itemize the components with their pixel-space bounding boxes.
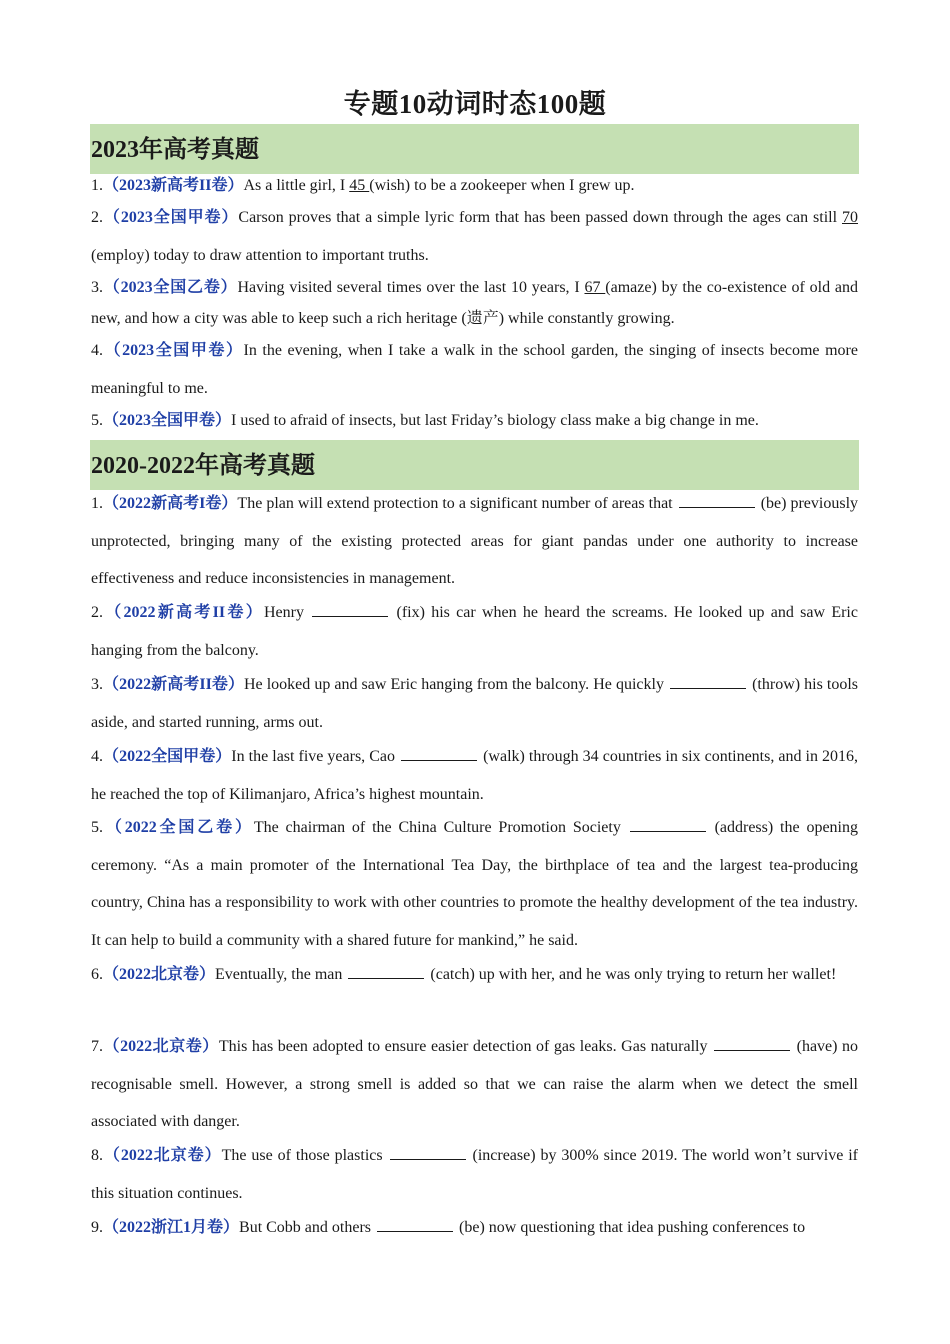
answer-blank xyxy=(312,602,388,617)
answer-blank xyxy=(390,1145,466,1160)
question-source: （2022新高考I卷） xyxy=(103,495,238,512)
section-heading-2023: 2023年高考真题 xyxy=(90,124,859,174)
question-source: （2023全国乙卷） xyxy=(103,279,238,296)
question-item: 3.（2023全国乙卷）Having visited several times over the last 10 years, I 67 (amaze) by the co-existence of old and new, and how a city was able to keep such a rich heritage (遗产) while constantly growing. xyxy=(91,279,858,327)
question-source: （2022全国甲卷） xyxy=(103,748,232,765)
question-item: 7.（2022北京卷）This has been adopted to ensure easier detection of gas leaks. Gas naturally (have) no recognisable smell. However, a strong smell is added so that we can raise the alarm when we detect the smell associated with danger. xyxy=(91,1038,859,1130)
answer-blank xyxy=(401,746,477,761)
question-source: （2022北京卷） xyxy=(103,1038,219,1055)
question-item: 8.（2022北京卷）The use of those plastics (increase) by 300% since 2019. The world won’t survive if this situation continues. xyxy=(91,1147,859,1202)
answer-blank xyxy=(377,1217,453,1232)
answer-blank xyxy=(630,817,706,832)
question-item: 9.（2022浙江1月卷）But Cobb and others (be) now questioning that idea pushing conferences to xyxy=(91,1219,806,1236)
answer-blank: 67 xyxy=(584,279,606,296)
question-item: 5.（2023全国甲卷）I used to afraid of insects, but last Friday’s biology class make a big change in me. xyxy=(91,412,759,429)
page-title: 专题10动词时态100题 xyxy=(343,89,607,119)
question-source: （2023全国甲卷） xyxy=(103,209,239,226)
answer-blank xyxy=(348,964,424,979)
question-source: （2022新高考II卷） xyxy=(103,676,244,693)
question-source: （2022北京卷） xyxy=(103,966,216,983)
question-item: 2.（2023全国甲卷）Carson proves that a simple lyric form that has been passed down through the ages can still 70 (employ) today to draw attention to important truths. xyxy=(91,209,858,264)
question-source: （2023全国甲卷） xyxy=(103,412,232,429)
question-item: 3.（2022新高考II卷）He looked up and saw Eric hanging from the balcony. He quickly (throw) his tools aside, and started running, arms out. xyxy=(91,676,858,731)
answer-blank: 70 xyxy=(842,209,858,226)
question-item: 4.（2022全国甲卷）In the last five years, Cao (walk) through 34 countries in six continents, and in 2016, he reached the top of Kilimanjaro, Africa’s highest mountain. xyxy=(91,748,859,803)
question-source: （2022新高考II卷） xyxy=(103,604,264,621)
question-item: 5.（2022全国乙卷）The chairman of the China Culture Promotion Society (address) the opening ceremony. “As a main promoter of the International Tea Day, the birthplace of tea and the largest tea-producing country, China has a responsibility to work with other countries to promote the healthy development of the tea industry. It can help to build a community with a shared future for mankind,” he said. xyxy=(91,819,859,949)
question-source: （2023新高考II卷） xyxy=(103,177,244,194)
question-source: （2022浙江1月卷） xyxy=(103,1219,240,1236)
question-item: 1.（2023新高考II卷）As a little girl, I 45 (wish) to be a zookeeper when I grew up. xyxy=(91,177,635,194)
answer-blank xyxy=(670,674,746,689)
question-source: （2022北京卷） xyxy=(103,1147,222,1164)
question-item: 6.（2022北京卷）Eventually, the man (catch) up with her, and he was only trying to return her wallet! xyxy=(91,966,837,983)
answer-blank xyxy=(714,1036,790,1051)
question-item: 1.（2022新高考I卷）The plan will extend protection to a significant number of areas that (be) previously unprotected, bringing many of the existing protected areas for giant pandas under one authority to increase effectiveness and reduce inconsistencies in management. xyxy=(91,495,859,587)
question-source: （2023全国甲卷） xyxy=(103,342,244,359)
answer-blank xyxy=(679,493,755,508)
question-source: （2022全国乙卷） xyxy=(103,819,254,836)
section-heading-2020-2022: 2020-2022年高考真题 xyxy=(90,440,859,490)
answer-blank: 45 xyxy=(349,177,370,194)
question-item: 4.（2023全国甲卷）In the evening, when I take a walk in the school garden, the singing of insects become more meaningful to me. xyxy=(91,342,858,397)
question-item: 2.（2022新高考II卷）Henry (fix) his car when he heard the screams. He looked up and saw Eric hanging from the balcony. xyxy=(91,604,858,659)
